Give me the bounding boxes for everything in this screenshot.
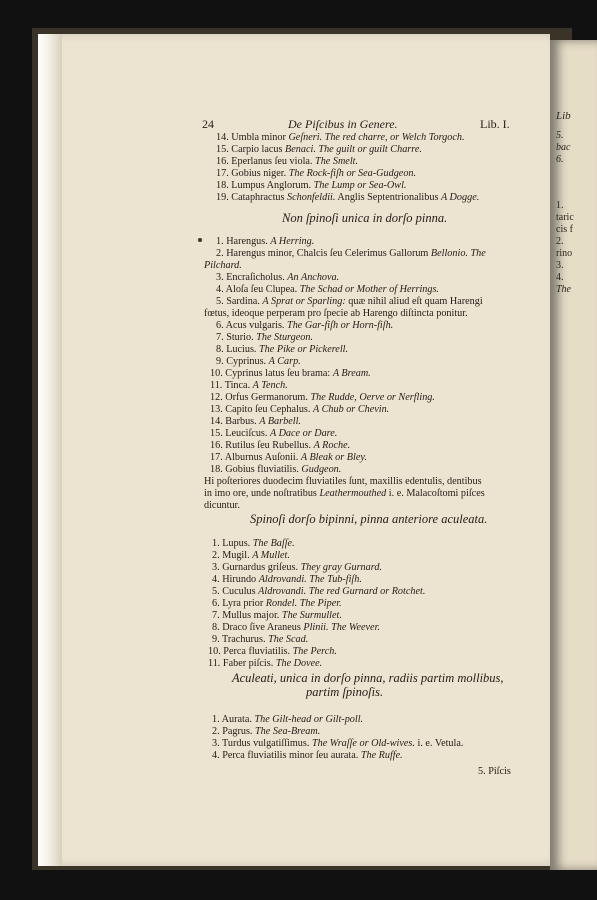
- list-item: 19. Cataphractus Schonfeldii. Anglis Septentrionalibus A Dogge.: [216, 192, 480, 203]
- facing-fragment: 2.: [556, 236, 564, 247]
- note-line: in imo ore, unde noſtratibus Leathermouthed i. e. Malacoſtomi piſces: [204, 488, 485, 499]
- list-item: 2. Mugil. A Mullet.: [212, 550, 290, 561]
- list-item: 4. Hirundo Aldrovandi. The Tub-fiſh.: [212, 574, 362, 585]
- list-item: 12. Orfus Germanorum. The Rudde, Oerve or Nerfling.: [210, 392, 435, 403]
- running-title: De Piſcibus in Genere.: [288, 117, 398, 131]
- list-item: 9. Cyprinus. A Carp.: [216, 356, 301, 367]
- section-heading-continuation: partim ſpinoſis.: [306, 685, 384, 699]
- list-item: 4. Aloſa ſeu Clupea. The Schad or Mother of Herrings.: [216, 284, 439, 295]
- facing-fragment: 1.: [556, 200, 564, 211]
- ink-spot: [198, 238, 202, 242]
- list-item: 18. Gobius fluviatilis. Gudgeon.: [210, 464, 342, 475]
- list-item: 10. Cyprinus latus ſeu brama: A Bream.: [210, 368, 371, 379]
- list-item: 8. Lucius. The Pike or Pickerell.: [216, 344, 349, 355]
- list-item: 5. Sardina. A Sprat or Sparling: quæ nihil aliud eſt quam Harengi: [216, 296, 483, 307]
- list-item: 7. Sturio. The Sturgeon.: [216, 332, 313, 343]
- list-item: 8. Draco ſive Araneus Plinii. The Weever.: [212, 622, 380, 633]
- list-item: 3. Gurnardus griſeus. They gray Gurnard.: [212, 562, 382, 573]
- list-item: 18. Lumpus Anglorum. The Lump or Sea-Owl.: [216, 180, 407, 191]
- section-heading: Aculeati, unica in dorſo pinna, radiis partim mollibus,: [232, 671, 504, 685]
- list-item: 11. Faber piſcis. The Dovee.: [208, 658, 323, 669]
- book-number: Lib. I.: [480, 117, 510, 131]
- note-line: dicuntur.: [204, 500, 240, 511]
- list-item: 1. Harengus. A Herring.: [216, 236, 315, 247]
- section-heading: Spinoſi dorſo bipinni, pinna anteriore aculeata.: [250, 512, 488, 526]
- facing-fragment: Lib: [556, 110, 571, 122]
- list-item: 15. Leuciſcus. A Dace or Dare.: [210, 428, 338, 439]
- list-item: 6. Acus vulgaris. The Gar-fiſh or Horn-fiſh.: [216, 320, 394, 331]
- page-number: 24: [202, 117, 214, 131]
- section-heading: Non ſpinoſi unica in dorſo pinna.: [282, 211, 448, 225]
- catchword: 5. Piſcis: [478, 766, 511, 777]
- list-item: 16. Rutilus ſeu Rubellus. A Roche.: [210, 440, 351, 451]
- list-item: 9. Trachurus. The Scad.: [212, 634, 309, 645]
- list-item: 17. Gobius niger. The Rock-fiſh or Sea-Gudgeon.: [216, 168, 417, 179]
- facing-fragment: The: [556, 284, 571, 295]
- list-item-continuation: fœtus, ideoque perperam pro ſpecie ab Harengo diſtincta ponitur.: [204, 308, 468, 319]
- list-item: 5. Cuculus Aldrovandi. The red Gurnard or Rotchet.: [212, 586, 426, 597]
- list-item: 10. Perca fluviatilis. The Perch.: [208, 646, 337, 657]
- list-item: 7. Mullus major. The Surmullet.: [212, 610, 342, 621]
- list-item: 14. Umbla minor Geſneri. The red charre, or Welch Torgoch.: [216, 132, 465, 143]
- facing-fragment: 6.: [556, 154, 564, 165]
- facing-fragment: cis f: [556, 224, 573, 235]
- list-item: 15. Carpio lacus Benaci. The guilt or guilt Charre.: [216, 144, 422, 155]
- list-item: 11. Tinca. A Tench.: [210, 380, 288, 391]
- facing-fragment: 3.: [556, 260, 564, 271]
- facing-fragment: 4.: [556, 272, 564, 283]
- list-item-continuation: Pilchard.: [204, 260, 242, 271]
- facing-fragment: taric: [556, 212, 574, 223]
- facing-fragment: bac: [556, 142, 571, 153]
- list-item: 14. Barbus. A Barbell.: [210, 416, 301, 427]
- note-line: Hi poſteriores duodecim fluviatiles ſunt, maxillis edentulis, dentibus: [204, 476, 482, 487]
- list-item: 1. Lupus. The Baſſe.: [212, 538, 295, 549]
- list-item: 2. Harengus minor, Chalcis ſeu Celerimus Gallorum Bellonio. The: [216, 248, 486, 259]
- facing-fragment: rino: [556, 248, 573, 259]
- list-item: 4. Perca fluviatilis minor ſeu aurata. The Ruffe.: [212, 750, 403, 761]
- list-item: 13. Capito ſeu Cephalus. A Chub or Chevin.: [210, 404, 390, 415]
- list-item: 2. Pagrus. The Sea-Bream.: [212, 726, 321, 737]
- list-item: 3. Turdus vulgatiſſimus. The Wraſſe or Old-wives. i. e. Vetula.: [212, 738, 464, 749]
- list-item: 1. Aurata. The Gilt-head or Gilt-poll.: [212, 714, 364, 725]
- list-item: 3. Encraſicholus. An Anchova.: [216, 272, 340, 283]
- list-item: 6. Lyra prior Rondel. The Piper.: [212, 598, 342, 609]
- list-item: 16. Eperlanus ſeu viola. The Smelt.: [216, 156, 359, 167]
- list-item: 17. Alburnus Auſonii. A Bleak or Bley.: [210, 452, 367, 463]
- facing-fragment: 5.: [556, 130, 564, 141]
